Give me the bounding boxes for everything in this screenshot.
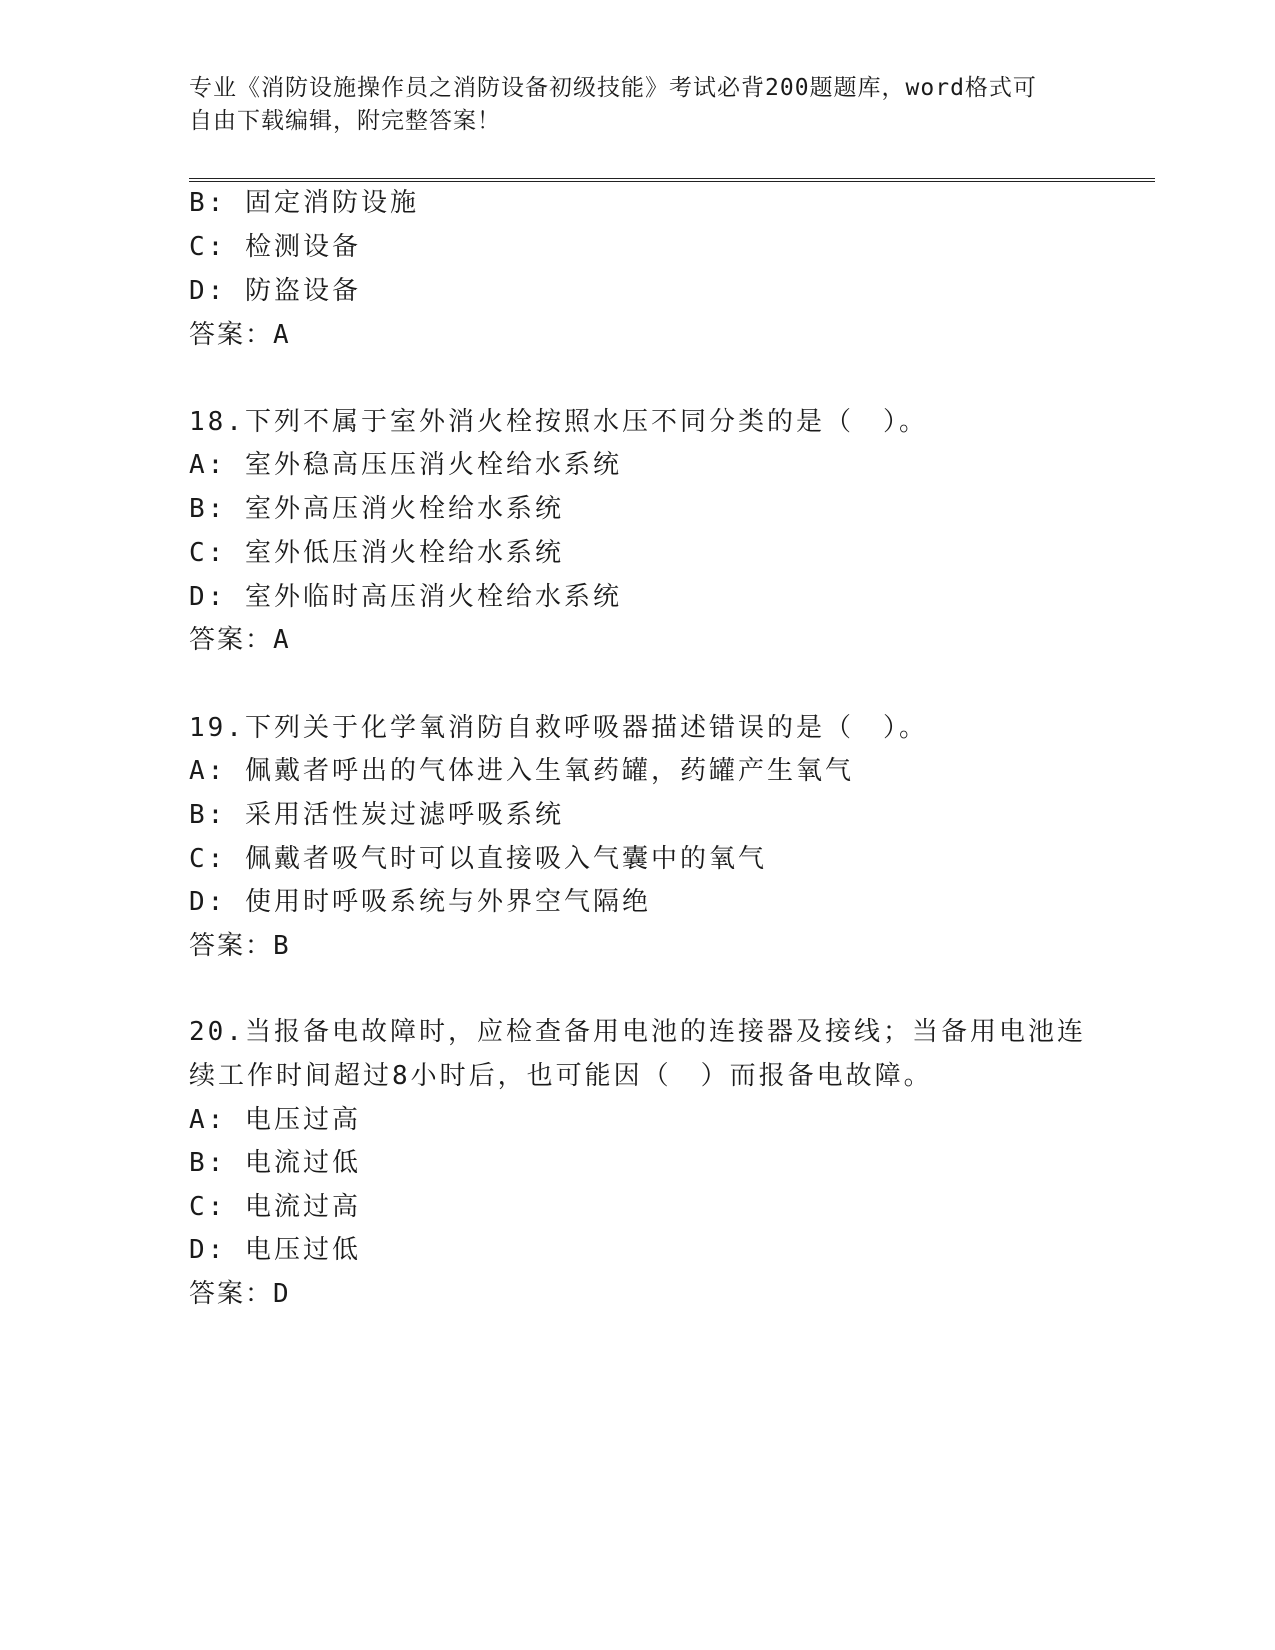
q20-answer: 答案：D xyxy=(189,1279,291,1309)
q19-option-d: D: 使用时呼吸系统与外界空气隔绝 xyxy=(189,887,651,917)
header-line-2: 自由下载编辑，附完整答案！ xyxy=(189,108,501,134)
q18-option-b: B: 室外高压消火栓给水系统 xyxy=(189,494,564,524)
q20-question-line-2: 续工作时间超过8小时后，也可能因（ ）而报备电故障。 xyxy=(189,1061,933,1091)
q19-answer: 答案：B xyxy=(189,931,291,961)
q17-option-b: B: 固定消防设施 xyxy=(189,188,419,218)
q17-answer: 答案：A xyxy=(189,320,291,350)
q17-option-d: D: 防盗设备 xyxy=(189,276,361,306)
q19-option-a: A: 佩戴者呼出的气体进入生氧药罐，药罐产生氧气 xyxy=(189,756,854,786)
q18-option-d: D: 室外临时高压消火栓给水系统 xyxy=(189,582,622,612)
q19-option-b: B: 采用活性炭过滤呼吸系统 xyxy=(189,800,564,830)
q19-question: 19.下列关于化学氧消防自救呼吸器描述错误的是（ ）。 xyxy=(189,713,928,743)
q18-answer: 答案：A xyxy=(189,625,291,655)
q18-option-a: A: 室外稳高压压消火栓给水系统 xyxy=(189,450,622,480)
q20-question-line-1: 20.当报备电故障时，应检查备用电池的连接器及接线；当备用电池连 xyxy=(189,1017,1086,1047)
q20-option-d: D: 电压过低 xyxy=(189,1235,361,1265)
q20-option-a: A: 电压过高 xyxy=(189,1105,361,1135)
document-header xyxy=(189,72,1089,138)
q19-option-c: C: 佩戴者吸气时可以直接吸入气囊中的氧气 xyxy=(189,844,767,874)
header-divider xyxy=(189,178,1155,182)
q18-option-c: C: 室外低压消火栓给水系统 xyxy=(189,538,564,568)
header-line-1: 专业《消防设施操作员之消防设备初级技能》考试必背200题题库，word格式可 xyxy=(189,75,1037,101)
q20-option-c: C: 电流过高 xyxy=(189,1192,361,1222)
q17-option-c: C: 检测设备 xyxy=(189,232,361,262)
q18-question: 18.下列不属于室外消火栓按照水压不同分类的是（ ）。 xyxy=(189,407,928,437)
q20-option-b: B: 电流过低 xyxy=(189,1148,361,1178)
